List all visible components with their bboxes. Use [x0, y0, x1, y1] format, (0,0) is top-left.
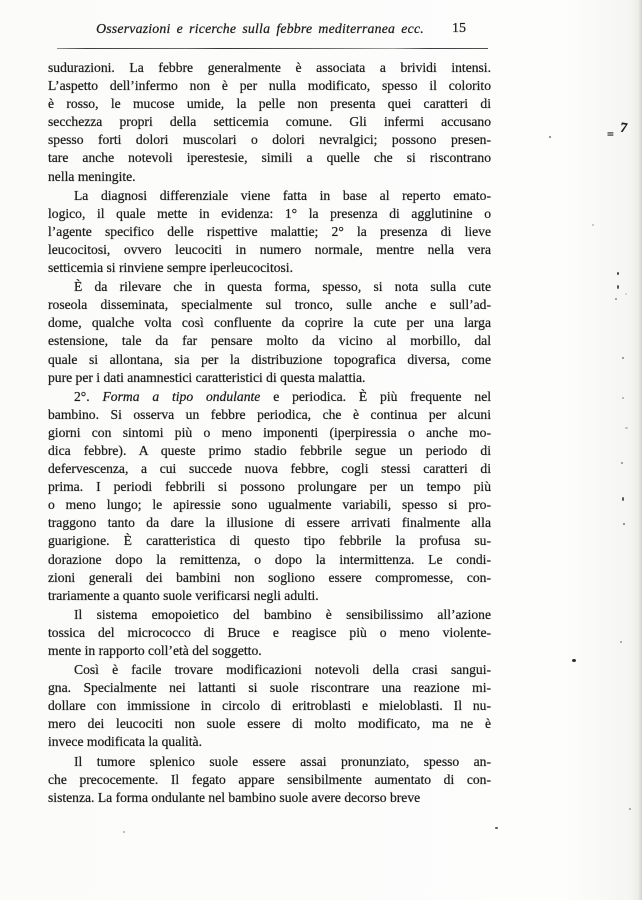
text-line: invece modificata la qualità. — [48, 734, 202, 750]
text-line: l’agente specifico delle rispettive malattie; 2° la presenza di lieve — [48, 223, 491, 239]
text-line — [48, 388, 491, 406]
scan-speck — [615, 298, 617, 300]
text-line: Il sistema emopoietico del bambino è sensibilissimo all’azione — [74, 606, 491, 622]
text-line: Il tumore splenico suole essere assai pronunziato, spesso an- — [74, 753, 491, 769]
text-line: dome, qualche volta così confluente da coprire la cute per una larga — [48, 315, 491, 331]
text-line: Così è facile trovare modificazioni notevoli della crasi sangui- — [74, 662, 491, 678]
text-line: o meno lungo; le apiressie sono ugualmente variabili, spesso si pro- — [48, 497, 491, 513]
scan-speck — [617, 272, 619, 275]
scan-speck — [622, 497, 624, 501]
paragraph — [48, 661, 491, 751]
text-line: zioni generali dei bambini non sogliono essere compromesse, con- — [48, 569, 491, 585]
scan-speck — [617, 285, 619, 289]
text-line: mente in rapporto coll’età del soggetto. — [48, 643, 262, 658]
scan-speck — [621, 462, 623, 464]
text-segment: e periodica. È più frequente nel — [260, 388, 491, 404]
text-line: pure per i dati anamnestici caratteristici di questa malattia. — [48, 369, 366, 385]
paragraph — [48, 388, 491, 605]
running-title: Osservazioni e ricerche sulla febbre mediterranea ecc. — [96, 21, 424, 36]
scan-speck — [572, 659, 576, 662]
text-line: estensione, tale da far pensare molto da vicino al morbillo, dal — [48, 333, 491, 349]
text-block — [48, 59, 491, 807]
text-line: defervescenza, a cui succede nuova febbre, cogli stessi caratteri di — [48, 461, 491, 477]
text-line: quale si allontana, sia per la distribuzione topografica diversa, come — [48, 351, 491, 367]
page-number: 15 — [452, 21, 466, 36]
text-line: bambino. Si osserva un febbre periodica, che è continua per alcuni — [48, 406, 491, 422]
text-line: logico, il quale mette in evidenza: 1° la presenza di agglutinine o — [48, 205, 491, 221]
paragraph — [48, 606, 491, 660]
scan-speck — [495, 827, 498, 829]
text-line: leucocitosi, ovvero leucociti in numero normale, mentre nella vera — [48, 241, 491, 257]
text-line: che precocemente. Il fegato appare sensibilmente aumentato di con- — [48, 771, 491, 787]
text-line: traggono tanto da dare la illusione di essere arrivati finalmente alla — [48, 515, 491, 531]
italic-phrase: Forma a tipo ondulante — [102, 388, 261, 404]
paragraph — [48, 278, 491, 387]
scan-speck — [625, 427, 628, 429]
scan-speck — [622, 357, 624, 359]
text-line: gna. Specialmente nei lattanti si suole riscontrare una reazione mi- — [48, 680, 491, 696]
text-line: nella meningite. — [48, 168, 136, 184]
text-line: setticemia si rinviene sempre iperleucocitosi. — [48, 260, 293, 276]
text-line: giorni con sintomi più o meno imponenti (iperpiressia o anche mo- — [48, 424, 491, 440]
scan-speck — [620, 641, 622, 643]
text-line: roseola disseminata, specialmente sul tronco, sulle anche e sull’ad- — [48, 297, 491, 313]
text-segment: 2°. — [74, 388, 103, 404]
scan-speck — [592, 224, 594, 226]
text-line: sistenza. La forma ondulante nel bambino suole avere decorso breve — [48, 789, 421, 805]
text-line: trariamente a quanto suole verificarsi negli adulti. — [48, 587, 319, 603]
scan-speck — [123, 831, 125, 833]
scan-speck — [629, 808, 631, 810]
scan-speck — [549, 136, 551, 138]
header-rule — [57, 48, 488, 49]
paragraph — [48, 187, 491, 277]
text-line: sudurazioni. La febbre generalmente è associata a brividi intensi. — [48, 60, 491, 75]
text-line: tossica del micrococco di Bruce e reagisce più o meno violente- — [48, 624, 491, 640]
paragraph — [48, 753, 491, 807]
paragraph — [48, 59, 491, 186]
text-line: mero dei leucociti non suole essere di molto modificato, ma ne è — [48, 716, 491, 732]
text-line: È da rilevare che in questa forma, spesso, si nota sulla cute — [74, 279, 491, 295]
text-line: prima. I periodi febbrili si possono prolungare per un tempo più — [48, 479, 491, 495]
page-edge-shade — [638, 0, 642, 900]
text-line: dollare con immissione in circolo di eritroblasti e mieloblasti. Il nu- — [48, 698, 491, 714]
text-line: è rosso, le mucose umide, la pelle non presenta quei caratteri di — [48, 96, 491, 112]
text-line: tare anche notevoli iperestesie, simili a quelle che si riscontrano — [48, 150, 491, 166]
text-line: dorazione dopo la remittenza, o dopo la intermittenza. Le condi- — [48, 551, 491, 567]
text-line: L’aspetto dell’infermo non è per nulla modificato, spesso il colorito — [48, 78, 491, 94]
text-line: La diagnosi differenziale viene fatta in base al reperto emato- — [74, 187, 491, 203]
scan-speck — [625, 293, 627, 295]
text-line: guarigione. È caratteristica di questo tipo febbrile la profusa su- — [48, 533, 491, 549]
scan-speck — [623, 523, 625, 525]
scan-speck — [622, 397, 624, 399]
ink-mark-seven: 7 — [618, 120, 629, 137]
ink-mark-equals: = — [607, 127, 614, 141]
text-line: secchezza propri della setticemia comune. Gli infermi accusano — [48, 114, 491, 130]
text-line: dica febbre). A queste primo stadio febbrile segue un periodo di — [48, 442, 491, 458]
text-line: spesso forti dolori muscolari o dolori nevralgici; possono presen- — [48, 132, 491, 148]
